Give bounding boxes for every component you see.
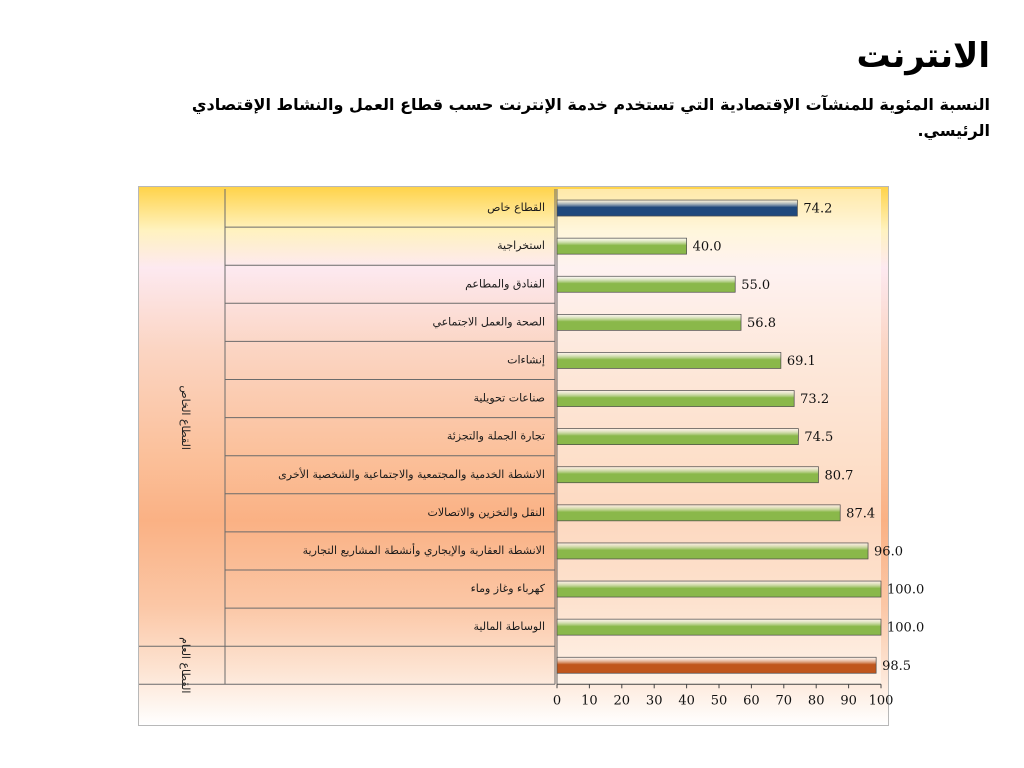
- bar: [557, 200, 797, 216]
- bar: [557, 429, 798, 445]
- category-label: تجارة الجملة والتجزئة: [446, 429, 545, 443]
- category-label: الانشطة الخدمية والمجتمعية والاجتماعية والشخصية الأخرى: [278, 467, 545, 481]
- bar: [557, 657, 876, 673]
- category-label: كهرباء وغاز وماء: [470, 582, 545, 596]
- x-tick-label: 100: [868, 693, 894, 709]
- x-tick-label: 60: [743, 693, 760, 709]
- x-tick-label: 10: [581, 693, 598, 709]
- group-label: القطاع العام: [179, 637, 192, 694]
- data-label: 69.1: [786, 353, 816, 369]
- data-label: 80.7: [824, 468, 854, 484]
- bar: [557, 505, 840, 521]
- data-label: 74.2: [803, 201, 833, 217]
- page-subtitle: النسبة المئوية للمنشآت الإقتصادية التي تستخدم خدمة الإنترنت حسب قطاع العمل والنشاط الإقتصادي الرئيسي.: [191, 95, 990, 140]
- category-label: القطاع خاص: [487, 201, 545, 215]
- group-label: القطاع الخاص: [179, 385, 192, 450]
- data-label: 73.2: [800, 392, 830, 408]
- category-label: إنشاءات: [507, 353, 545, 367]
- category-label: الفنادق والمطاعم: [465, 277, 545, 291]
- category-label: الانشطة العقارية والإيجاري وأنشطة المشاريع التجارية: [302, 543, 545, 557]
- chart-frame: [138, 186, 925, 726]
- x-tick-label: 90: [840, 693, 857, 709]
- bar-chart: [139, 187, 925, 725]
- category-label: النقل والتخزين والاتصالات: [427, 505, 545, 519]
- data-label: 40.0: [692, 239, 722, 255]
- bar: [557, 619, 881, 635]
- category-label: الوساطة المالية: [473, 620, 545, 634]
- x-tick-label: 0: [552, 693, 562, 709]
- data-label: 87.4: [846, 506, 876, 522]
- x-tick-label: 70: [775, 693, 793, 709]
- data-label: 74.5: [804, 430, 834, 446]
- x-tick-label: 30: [645, 693, 663, 709]
- data-label: 100.0: [887, 582, 925, 598]
- bar: [557, 581, 881, 597]
- bar: [557, 543, 868, 559]
- data-label: 100.0: [887, 620, 925, 636]
- data-label: 98.5: [882, 658, 912, 674]
- bar: [557, 276, 735, 292]
- x-tick-label: 50: [710, 693, 728, 709]
- bar: [557, 391, 794, 407]
- bar: [557, 238, 687, 254]
- data-label: 56.8: [747, 315, 776, 331]
- data-label: 55.0: [741, 277, 771, 293]
- category-label: الصحة والعمل الاجتماعي: [432, 315, 545, 329]
- data-label: 96.0: [874, 544, 903, 560]
- page-title: الانترنت: [856, 36, 990, 76]
- category-label: استخراجية: [497, 239, 545, 253]
- bar: [557, 467, 818, 483]
- category-label: صناعات تحويلية: [473, 391, 545, 405]
- x-tick-label: 80: [807, 693, 825, 709]
- x-tick-label: 20: [613, 693, 631, 709]
- bar: [557, 352, 781, 368]
- x-tick-label: 40: [678, 693, 695, 709]
- bar: [557, 314, 741, 330]
